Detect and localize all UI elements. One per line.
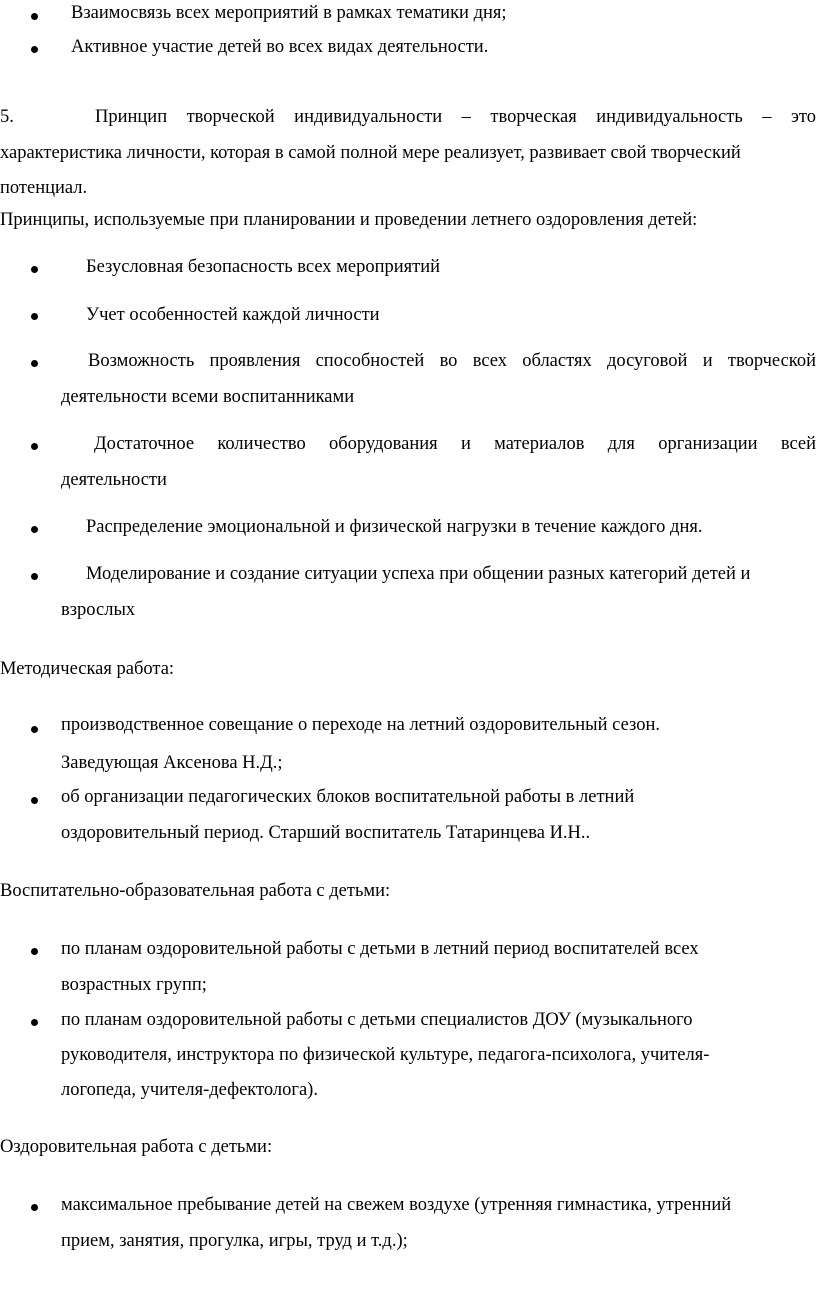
list-item: Достаточное количество оборудования и материалов для организации всей [94,434,816,454]
list-item: по планам оздоровительной работы с детьми специалистов ДОУ (музыкального [61,1010,693,1030]
bullet [31,726,38,733]
list-item: об организации педагогических блоков воспитательной работы в летний [61,787,635,807]
list-item: Безусловная безопасность всех мероприятий [86,257,441,277]
list-item: производственное совещание о переходе на летний оздоровительный сезон. [61,715,660,735]
section-heading: Принципы, используемые при планировании и проведении летнего оздоровления детей: [0,210,698,230]
bullet [31,266,38,273]
list-item-continuation: прием, занятия, прогулка, игры, труд и т.д.); [61,1231,408,1251]
bullet [31,797,38,804]
list-item: Возможность проявления способностей во всех областях досуговой и творческой [88,351,816,371]
list-item-continuation: Заведующая Аксенова Н.Д.; [61,753,283,773]
list-item-continuation: логопеда, учителя-дефектолога). [61,1080,318,1100]
bullet [31,313,38,320]
list-item: Распределение эмоциональной и физической нагрузки в течение каждого дня. [86,517,703,537]
list-item: Моделирование и создание ситуации успеха при общении разных категорий детей и [86,564,751,584]
list-item: Учет особенностей каждой личности [86,305,380,325]
section-heading: Оздоровительная работа с детьми: [0,1137,273,1157]
bullet [31,46,38,53]
bullet [31,1019,38,1026]
list-item-continuation: оздоровительный период. Старший воспитатель Татаринцева И.Н.. [61,823,591,843]
list-item-continuation: деятельности [61,470,167,490]
bullet [31,526,38,533]
list-item-continuation: взрослых [61,600,136,620]
principle-text-line: Принцип творческой индивидуальности – творческая индивидуальность – это [95,107,816,127]
bullet [31,1204,38,1211]
section-heading: Воспитательно-образовательная работа с детьми: [0,881,391,901]
section-heading: Методическая работа: [0,659,175,679]
bullet [31,573,38,580]
list-item: максимальное пребывание детей на свежем воздухе (утренняя гимнастика, утренний [61,1195,732,1215]
list-item-continuation: возрастных групп; [61,975,207,995]
bullet [31,13,38,20]
principle-text-line: характеристика личности, которая в самой полной мере реализует, развивает свой творческий [0,143,741,163]
list-item-continuation: деятельности всеми воспитанниками [61,387,355,407]
bullet [31,360,38,367]
list-item: по планам оздоровительной работы с детьми в летний период воспитателей всех [61,939,699,959]
bullet [31,443,38,450]
list-item: Активное участие детей во всех видах деятельности. [71,37,489,57]
principle-number: 5. [0,107,14,127]
list-item: Взаимосвязь всех мероприятий в рамках тематики дня; [71,3,507,23]
list-item-continuation: руководителя, инструктора по физической культуре, педагога-психолога, учителя- [61,1045,710,1065]
principle-text-line: потенциал. [0,178,88,198]
bullet [31,948,38,955]
